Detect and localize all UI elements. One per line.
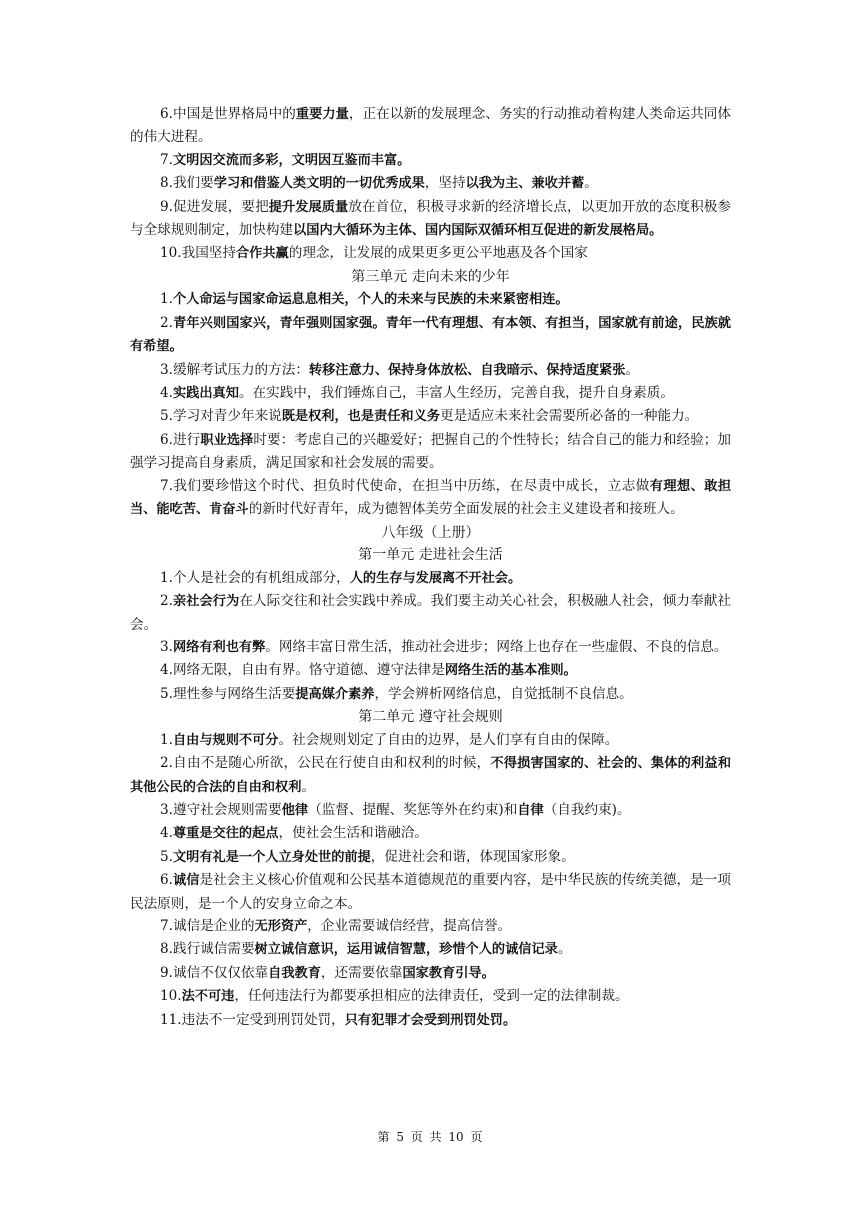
text-run: 。在实践中，我们锤炼自己，丰富人生经历，完善自我，提升自身素质。: [238, 385, 674, 402]
text-run: 7.我们要珍惜这个时代、担负时代使命，在担当中历练，在尽责中成长，立志做: [160, 477, 650, 494]
text-run: ，正在以新的发展理念、务实的行动推动着构建人类命运共同体的伟大进程。: [130, 106, 731, 146]
paragraph: [130, 312, 731, 359]
bold-text: 亲社会行为: [172, 594, 240, 610]
text-run: 。社会规则划定了自由的边界，是人们享有自由的保障。: [278, 731, 619, 748]
bold-text: 既是权利，也是责任和义务: [281, 409, 440, 425]
text-run: 的理念，让发展的成果更多更公平地惠及各个国家: [288, 245, 588, 262]
paragraph: [130, 149, 731, 172]
text-run: 4.: [160, 385, 173, 402]
bold-text: 自律: [517, 802, 544, 818]
text-run: ，促进社会和谐，体现国家形象。: [370, 848, 575, 865]
text-run: 2.: [160, 314, 173, 331]
paragraph: [130, 659, 731, 682]
bold-text: 网络生活的基本准则。: [444, 663, 577, 679]
paragraph: [130, 869, 731, 915]
page-footer: 第 5 页 共 10 页: [377, 1130, 483, 1144]
bold-text: 文明因交流而多彩，文明因互鉴而丰富。: [172, 152, 411, 168]
text-run: 。网络丰富日常生活，推动社会进步；网络上也存在一些虚假、不良的信息。: [265, 638, 728, 655]
text-run: 6.: [160, 872, 173, 889]
bold-text: 自由与规则不可分: [172, 732, 279, 748]
text-run: 9.促进发展，要把: [160, 198, 269, 215]
text-run: 8.我们要: [160, 175, 214, 192]
section-heading: [130, 266, 731, 289]
bold-text: 诚信: [172, 873, 200, 889]
text-run: 放在首位，积极寻求新的经济增长点，以更加开放的态度积极参与全球规则制定，加快构建: [130, 198, 731, 239]
bold-text: 转移注意力、保持身体放松、自我暗示、保持适度紧张: [308, 362, 626, 378]
text-run: ，学会辨析网络信息，自觉抵制不良信息。: [374, 685, 633, 702]
paragraph: [130, 567, 731, 590]
bold-text: 学习和借鉴人类文明的一切优秀成果: [213, 176, 425, 192]
section-heading: [130, 544, 731, 567]
text-run: 第一单元 走进社会生活: [358, 547, 503, 564]
paragraph: [130, 822, 731, 845]
text-run: 6.进行: [160, 431, 201, 448]
paragraph: [130, 752, 731, 799]
text-run: （自我约束)。: [543, 801, 631, 818]
text-run: 3.遵守社会规则需要: [160, 801, 282, 818]
paragraph: [130, 985, 731, 1008]
bold-text: 有理想、敢担当、能吃苦、肯奋斗: [130, 478, 732, 518]
text-run: 10.: [160, 988, 182, 1005]
text-run: ，企业需要诚信经营，提高信誉。: [307, 917, 512, 934]
paragraph: [130, 359, 731, 382]
paragraph: [130, 683, 731, 706]
text-run: ，使社会生活和谐融洽。: [278, 825, 429, 842]
paragraph: [130, 475, 731, 522]
text-run: ，任何违法行为都要承担相应的法律责任，受到一定的法律制裁。: [234, 988, 629, 1005]
paragraph: [130, 405, 731, 428]
paragraph: [130, 962, 731, 985]
paragraph: [130, 846, 731, 869]
paragraph: [130, 288, 731, 311]
paragraph: [130, 1009, 731, 1032]
bold-text: 文明有礼是一个人立身处世的前提: [172, 849, 371, 865]
bold-text: 法不可违: [181, 989, 235, 1005]
bold-text: 自我教育: [268, 965, 321, 981]
bold-text: 职业选择: [200, 432, 254, 448]
text-run: 更是适应未来社会需要所必备的一种能力。: [439, 408, 699, 425]
text-run: ，坚持: [424, 175, 466, 192]
text-run: 3.: [160, 638, 173, 655]
text-run: 3.缓解考试压力的方法：: [160, 361, 309, 378]
text-run: 5.理性参与网络生活要: [160, 685, 296, 702]
paragraph: [130, 429, 731, 475]
bold-text: 无形资产: [254, 918, 308, 934]
text-run: 是社会主义核心价值观和公民基本道德规范的重要内容，是中华民族的传统美德，是一项民法原则，是一个人的安身立命之本。: [130, 872, 731, 912]
text-run: 。: [584, 175, 598, 192]
text-run: 1.: [160, 291, 173, 308]
bold-text: 以我为主、兼收并蓄: [465, 176, 585, 192]
bold-text: 人的生存与发展离不开社会。: [349, 570, 522, 586]
text-run: 8.践行诚信需要: [160, 941, 255, 958]
bold-text: 提升发展质量: [268, 199, 349, 215]
text-run: 。: [557, 941, 572, 958]
paragraph: [130, 172, 731, 195]
bold-text: 尊重是交往的起点: [172, 826, 279, 842]
text-run: 1.: [160, 731, 173, 748]
text-run: ，还需要依靠: [320, 964, 403, 981]
text-run: （监督、提醒、奖惩等外在约束)和: [308, 801, 518, 818]
paragraph: [130, 103, 731, 149]
bold-text: 以国内大循环为主体、国内国际双循环相互促进的新发展格局。: [293, 223, 663, 239]
paragraph: [130, 590, 731, 636]
text-run: 时要：考虑自己的兴趣爱好；把握自己的个性特长；结合自己的能力和经验；加强学习提高自身素质，满足国家和社会发展的需要。: [130, 431, 731, 472]
paragraph: [130, 915, 731, 938]
text-run: 5.: [160, 848, 173, 865]
section-heading: [130, 706, 731, 729]
bold-text: 只有犯罪才会受到刑罚处罚。: [344, 1012, 517, 1028]
text-run: 第三单元 走向未来的少年: [351, 268, 510, 285]
text-run: 6.中国是世界格局中的: [160, 106, 296, 122]
text-run: 八年级（上册）: [381, 524, 480, 541]
bold-text: 他律: [281, 802, 309, 818]
bold-text: 树立诚信意识，运用诚信智慧，珍惜个人的诚信记录: [254, 942, 558, 958]
bold-text: 合作共赢: [236, 246, 289, 262]
bold-text: 实践出真知: [172, 386, 239, 402]
text-run: 7.: [160, 151, 173, 168]
paragraph: [130, 636, 731, 659]
paragraph: [130, 382, 731, 405]
text-run: 2.: [160, 593, 173, 610]
text-run: 。: [301, 778, 316, 795]
text-run: 4.网络无限，自由有界。恪守道德、遵守法律是: [160, 662, 445, 679]
text-run: 的新时代好青年，成为德智体美劳全面发展的社会主义建设者和接班人。: [248, 501, 684, 518]
text-run: 4.: [160, 825, 173, 842]
paragraph: [130, 799, 731, 822]
bold-text: 国家教育引导。: [402, 965, 495, 981]
bold-text: 重要力量: [295, 107, 349, 122]
text-run: 11.违法不一定受到刑罚处罚，: [160, 1011, 345, 1028]
text-run: 9.诚信不仅仅依靠: [160, 964, 269, 981]
bold-text: 提高媒介素养: [295, 686, 375, 702]
bold-text: 网络有利也有弊: [172, 639, 266, 655]
paragraph: [130, 196, 731, 243]
document-body: [130, 103, 731, 1032]
section-heading: [130, 522, 731, 545]
text-run: 第二单元 遵守社会规则: [358, 709, 503, 726]
bold-text: 个人命运与国家命运息息相关，个人的未来与民族的未来紧密相连。: [172, 292, 569, 308]
text-run: 2.自由不是随心所欲，公民在行使自由和权利的时候，: [160, 755, 491, 772]
paragraph: [130, 938, 731, 961]
text-run: 1.个人是社会的有机组成部分，: [160, 569, 350, 586]
bold-text: 青年兴则国家兴，青年强则国家强。青年一代有理想、有本领、有担当，国家就有前途，民族就有希望。: [130, 315, 731, 355]
bold-text: 不得损害国家的、社会的、集体的利益和其他公民的合法的自由和权利: [130, 756, 732, 795]
text-run: 10.我国坚持: [160, 245, 236, 262]
paragraph: [130, 729, 731, 752]
paragraph: [130, 242, 731, 265]
text-run: 7.诚信是企业的: [160, 917, 255, 934]
text-run: 在人际交往和社会实践中养成。我们要主动关心社会，积极融人社会，倾力奉献社会。: [130, 593, 732, 633]
text-run: 5.学习对青少年来说: [160, 408, 282, 425]
text-run: 。: [625, 361, 640, 378]
